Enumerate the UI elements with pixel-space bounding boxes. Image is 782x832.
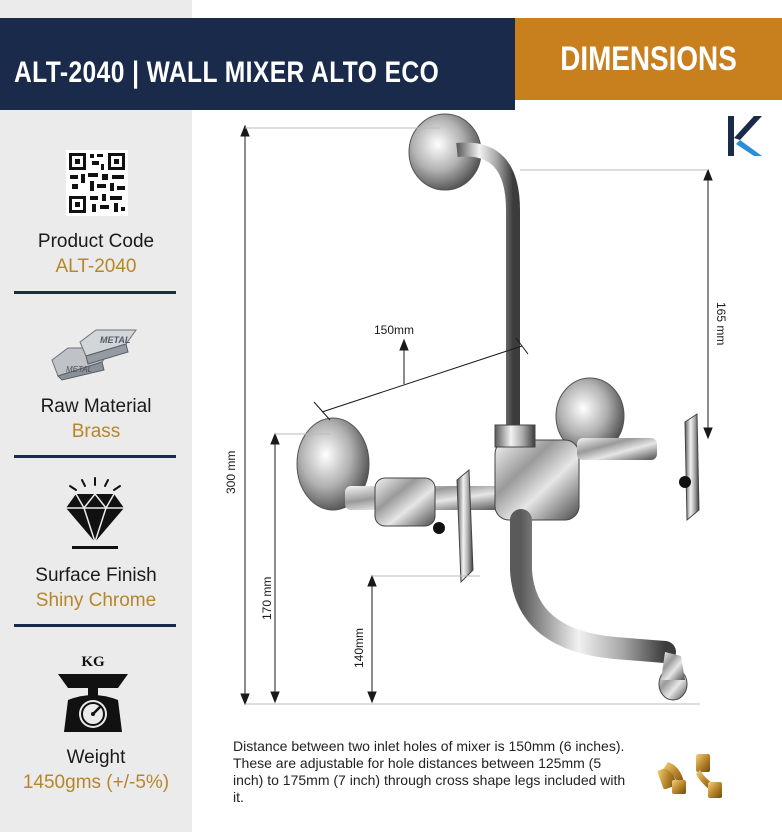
scale-unit-label: KG <box>81 654 105 670</box>
cross-legs-image <box>656 746 728 802</box>
spec-value: ALT-2040 <box>55 256 137 277</box>
dimension-total-height: 300 mm <box>224 450 238 494</box>
page-title: ALT-2040 | WALL MIXER ALTO ECO <box>14 56 440 89</box>
spec-value: Shiny Chrome <box>35 590 157 611</box>
spec-value: 1450gms (+/-5%) <box>22 772 170 793</box>
dimension-inlet-height: 170 mm <box>260 576 274 620</box>
spec-label: Raw Material <box>40 396 152 417</box>
metal-label: METAL <box>100 335 131 345</box>
dimension-inlet-spacing: 150mm <box>374 323 415 337</box>
installation-note: Distance between two inlet holes of mixer is 150mm (6 inches). These are adjustable for hole distances between 125mm (5 inch) to 175mm (7 inch) through cross shape legs included with it. <box>233 738 626 805</box>
dimensions-title: DIMENSIONS <box>560 40 737 78</box>
spec-label: Product Code <box>37 231 155 252</box>
metal-label: METAL <box>66 365 93 374</box>
spec-value: Brass <box>71 421 121 442</box>
dimension-spout-height: 140mm <box>352 627 366 668</box>
spec-label: Surface Finish <box>35 565 157 586</box>
dimension-upper-arm: 165 mm <box>714 302 728 346</box>
spec-label: Weight <box>66 747 126 768</box>
